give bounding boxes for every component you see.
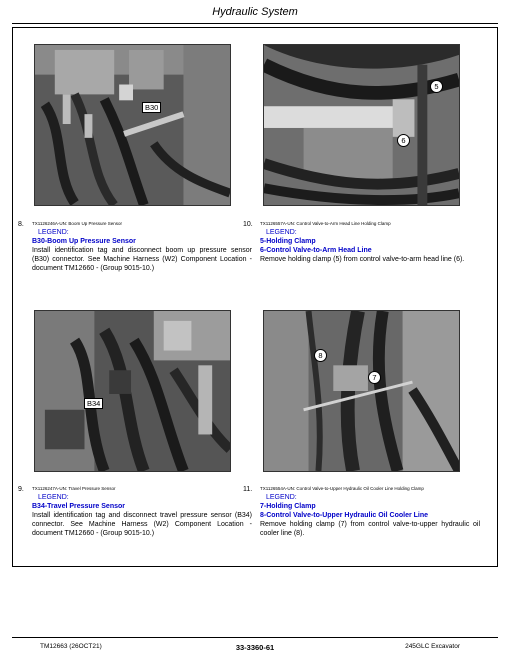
footer-model: 245GLC Excavator [405, 643, 460, 650]
photo-travel-pressure-sensor [34, 310, 231, 472]
callout-8: 8 [314, 349, 327, 362]
footer-divider [12, 637, 498, 638]
legend-item: B30-Boom Up Pressure Sensor [32, 238, 136, 245]
legend-title: LEGEND: [38, 494, 69, 501]
footer-doc-ref: TM12663 (26OCT21) [40, 643, 102, 650]
callout-7: 7 [368, 371, 381, 384]
step-number: 10. [243, 221, 253, 228]
step-number: 8. [18, 221, 24, 228]
callout-5: 5 [430, 80, 443, 93]
instruction-text: Remove holding clamp (5) from control valve-to-arm head line (6). [260, 256, 465, 263]
photo-oil-cooler-line-clamp [263, 310, 460, 472]
figure-id: TX1126247A-UN: Travel Pressure Sensor [32, 486, 116, 491]
step-8 [18, 220, 252, 273]
figure-id: TX1126246A-UN: Boom Up Pressure Sensor [32, 221, 122, 226]
legend-title: LEGEND: [266, 229, 297, 236]
callout-b34: B34 [84, 398, 103, 409]
legend-title: LEGEND: [266, 494, 297, 501]
legend-item: 7-Holding Clamp [260, 503, 316, 510]
figure-id: TX1126557A-UN: Control Valve-to-Arm Head Line Holding Clamp [260, 221, 391, 226]
instruction-text: Install identification tag and disconnect travel pressure sensor (B34) connector. See Machine Harness (W2) Component Location - document TM12660 - (Group 9015-10.) [32, 512, 252, 537]
footer-page-number: 33-3360-61 [235, 643, 275, 652]
legend-title: LEGEND: [38, 229, 69, 236]
step-number: 11. [243, 486, 253, 493]
callout-6: 6 [397, 134, 410, 147]
step-9 [18, 485, 252, 538]
legend-item: 6-Control Valve-to-Arm Head Line [260, 247, 372, 254]
legend-item: B34-Travel Pressure Sensor [32, 503, 125, 510]
instruction-text: Remove holding clamp (7) from control valve-to-upper hydraulic oil cooler line (8). [260, 521, 480, 537]
callout-b30: B30 [142, 102, 161, 113]
section-title: Hydraulic System [212, 6, 298, 18]
photo-arm-head-line-clamp [263, 44, 460, 206]
step-11 [243, 485, 480, 538]
photo-boom-up-pressure-sensor [34, 44, 231, 206]
header-divider [12, 23, 498, 24]
step-number: 9. [18, 486, 24, 493]
legend-item: 5-Holding Clamp [260, 238, 316, 245]
step-10 [243, 220, 480, 264]
legend-item: 8-Control Valve-to-Upper Hydraulic Oil Cooler Line [260, 512, 429, 519]
figure-id: TX1126554A-UN: Control Valve-to-Upper Hydraulic Oil Cooler Line Holding Clamp [260, 486, 424, 491]
instruction-text: Install identification tag and disconnect boom up pressure sensor (B30) connector. See Machine Harness (W2) Component Location - document TM12660 - (Group 9015-10.) [32, 247, 252, 272]
page-header [0, 6, 510, 24]
